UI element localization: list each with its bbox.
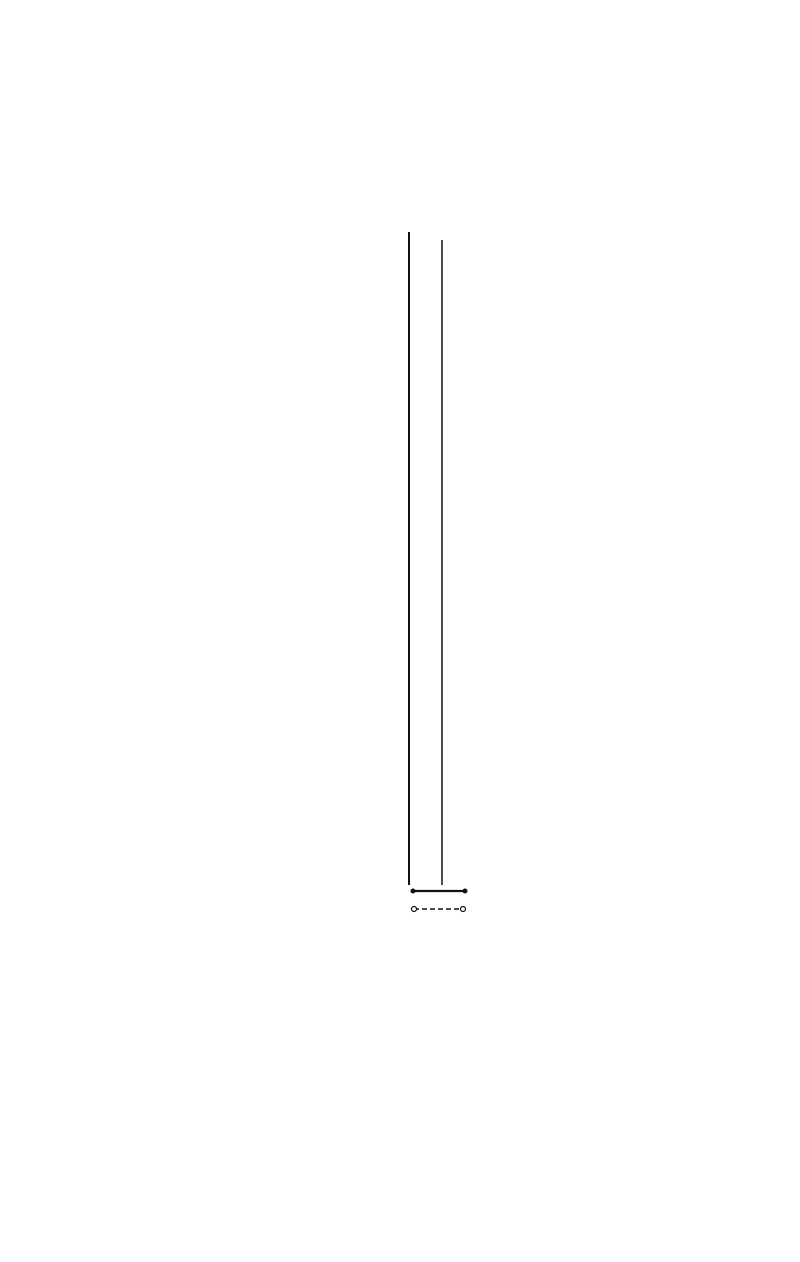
gram-axis-panel [409, 232, 442, 885]
legend-solid [411, 889, 468, 894]
growth-curve-figure [400, 225, 700, 945]
legend-dashed [412, 907, 466, 912]
figure-legend [411, 889, 468, 912]
